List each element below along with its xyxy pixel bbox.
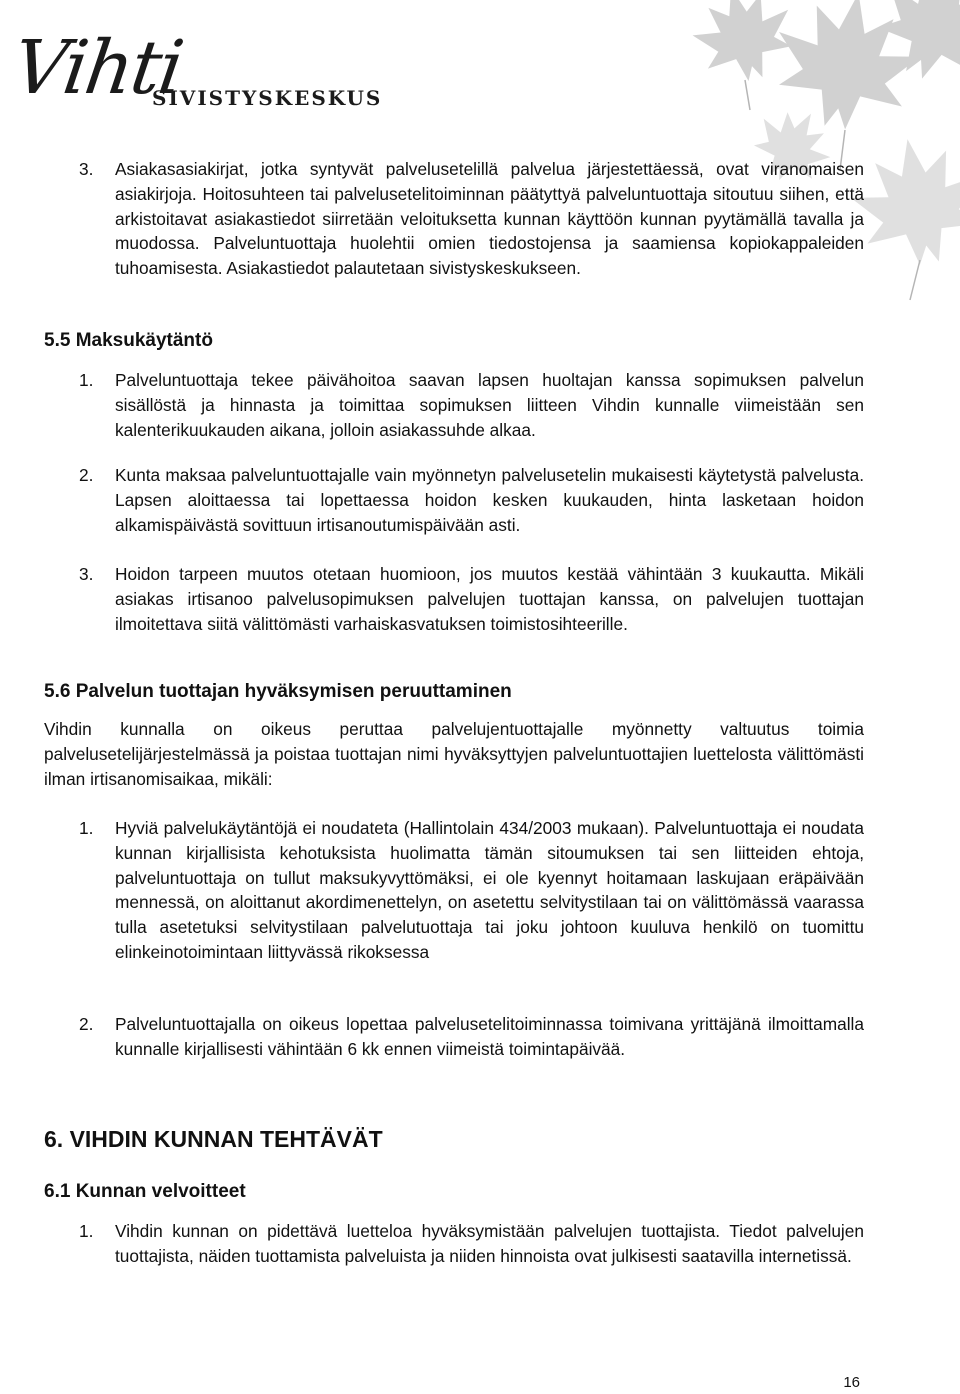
paragraph-revocation: Vihdin kunnalla on oikeus peruttaa palvelujentuottajalle myönnetty valtuutus toimia palvelusetelijärjestelmässä ja poistaa tuottajan nimi hyväksyttyjen palveluntuottajien luettelosta välittömästi ilman irtisanomisaikaa, mikäli: [44,719,864,789]
list-number: 2. [79,1014,94,1034]
list-number: 1. [79,370,94,390]
logo-wordmark: Vihti [7,25,187,111]
paragraph-payment-3: Hoidon tarpeen muutos otetaan huomioon, jos muutos kestää vähintään 3 kuukautta. Mikäli asiakas irtisanoo palvelusopimuksen palvelujen tuottajan kanssa, on palvelujen tuottajan ilmoitettava siitä välittömästi varhaiskasvatuksen toimistosihteerille. [115,564,864,634]
logo-subtitle: SIVISTYSKESKUS [152,86,383,110]
list-number: 1. [79,818,94,838]
paragraph-revocation-2: Palveluntuottajalla on oikeus lopettaa palvelusetelitoiminnassa toimivana yrittäjänä ilmoittamalla kunnalle kirjallisesti vähintään 6 kk ennen viimeistä toimintapäivää. [115,1014,864,1059]
list-number: 3. [79,564,94,584]
heading-6-1: 6.1 Kunnan velvoitteet [44,1181,246,1202]
page-number: 16 [843,1374,860,1391]
vihti-logo [7,22,383,122]
heading-6: 6. VIHDIN KUNNAN TEHTÄVÄT [44,1126,383,1152]
paragraph-payment-1: Palveluntuottaja tekee päivähoitoa saavan lapsen huoltajan kanssa sopimuksen palvelun sisällöstä ja hinnasta ja toimittaa sopimuksen liitteen Vihdin kunnalle viimeistään sen kalenterikuukauden aikana, jolloin asiakassuhde alkaa. [115,370,864,440]
heading-5-6: 5.6 Palvelun tuottajan hyväksymisen peruuttaminen [44,681,512,702]
paragraph-client-records: Asiakasasiakirjat, jotka syntyvät palvelusetelillä palvelua järjestettäessä, ovat viranomaisen asiakirjoja. Hoitosuhteen tai palvelusetelitoiminnan päätyttyä palveluntuottaja sitoutuu siihen, että arkistoitavat asiakastiedot siirretään veloituksetta kunnan käyttöön kunnan pyytämällä tavalla ja muodossa. Palveluntuottaja huolehtii omien tiedostojensa ja saamiensa kopiokappaleiden tuhoamisesta. Asiakastiedot palautetaan sivistyskeskukseen. [115,159,864,279]
list-number: 3. [79,159,94,179]
paragraph-revocation-1: Hyviä palvelukäytäntöjä ei noudateta (Hallintolain 434/2003 mukaan). Palveluntuottaja ei noudata kunnan kirjallisista kehotuksista huolimatta tämän sitoumuksen tai sen liitteiden ehtoja, palveluntuottaja on tullut maksukyvyttömäksi, ei ole kyennyt hoitamaan laskujaan eräpäivään mennessä, on aloittanut akordimenettelyn, on asetettu selvitystilaan tai on välittömässä vaarassa tulla asetetuksi selvitystilaan palvelutuottaja tai joku johtoon kuuluva henkilö on tuomittu elinkeinotoimintaan liittyvässä rikoksessa [115,818,864,962]
heading-5-5: 5.5 Maksukäytäntö [44,330,213,351]
list-number: 1. [79,1221,94,1241]
paragraph-municipality-1: Vihdin kunnan on pidettävä luetteloa hyväksymistään palvelujen tuottajista. Tiedot palvelujen tuottajista, näiden tuottamista palveluista ja niiden hinnoista ovat julkisesti saatavilla internetissä. [115,1221,864,1266]
paragraph-payment-2: Kunta maksaa palveluntuottajalle vain myönnetyn palvelusetelin mukaisesti käytetystä palvelusta. Lapsen aloittaessa tai lopettaessa hoidon kesken kuukauden, hinta lasketaan hoidon alkamispäivästä sovittuun irtisanoutumispäivään asti. [115,465,864,535]
list-number: 2. [79,465,94,485]
